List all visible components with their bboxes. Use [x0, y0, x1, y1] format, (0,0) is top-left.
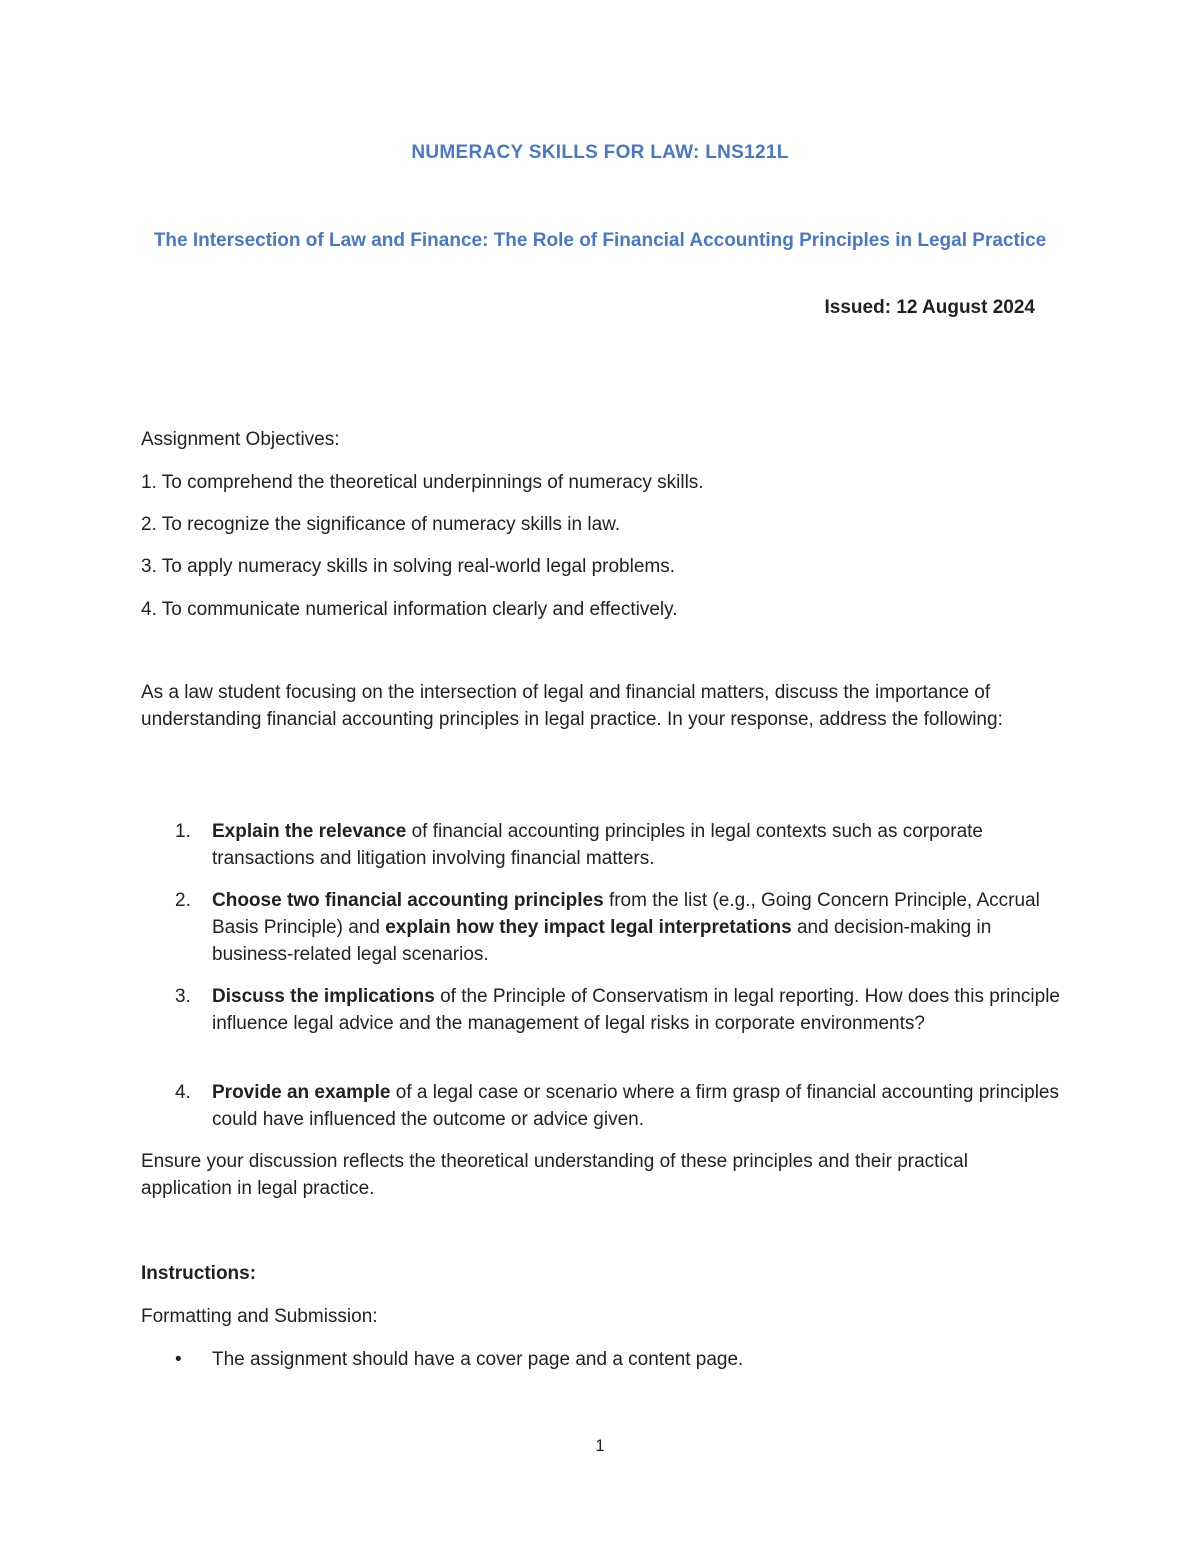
task-bold-text: Explain the relevance — [212, 821, 407, 842]
task-item — [175, 818, 1075, 872]
task-bold-text: Discuss the implications — [212, 986, 435, 1007]
objective-item: 1. To comprehend the theoretical underpinnings of numeracy skills. — [141, 472, 704, 493]
task-number: 4. — [175, 1082, 191, 1103]
task-plain-text: of financial accounting principles in legal contexts such as corporate transactions and litigation involving financial matters. — [212, 821, 983, 869]
task-item — [175, 887, 1075, 968]
objective-item: 4. To communicate numerical information clearly and effectively. — [141, 599, 678, 620]
objectives-heading: Assignment Objectives: — [141, 429, 340, 450]
objective-item: 3. To apply numeracy skills in solving real-world legal problems. — [141, 556, 675, 577]
assignment-subtitle: The Intersection of Law and Finance: The Role of Financial Accounting Principles in Legal Practice — [153, 230, 1047, 251]
task-number: 3. — [175, 986, 191, 1007]
objective-item: 2. To recognize the significance of numeracy skills in law. — [141, 514, 621, 535]
intro-paragraph: As a law student focusing on the intersection of legal and financial matters, discuss the importance of understanding financial accounting principles in legal practice. In your response, address the following: — [141, 682, 1003, 730]
task-plain-text: of a legal case or scenario where a firm grasp of financial accounting principles could have influenced the outcome or advice given. — [212, 1082, 1059, 1130]
task-bold-text: Provide an example — [212, 1082, 391, 1103]
task-number: 2. — [175, 890, 191, 911]
task-item — [175, 983, 1075, 1037]
task-text — [212, 983, 1075, 1037]
task-item — [175, 1079, 1075, 1133]
task-text — [212, 818, 1075, 872]
task-number: 1. — [175, 821, 191, 842]
issued-date: Issued: 12 August 2024 — [824, 297, 1035, 318]
task-bold-text: Choose two financial accounting principles — [212, 890, 604, 911]
task-plain-text: from the list (e.g., Going Concern Principle, Accrual Basis Principle) and — [212, 890, 1040, 938]
bullet-item — [175, 1346, 1075, 1373]
closing-paragraph: Ensure your discussion reflects the theoretical understanding of these principles and their practical application in legal practice. — [141, 1151, 968, 1199]
instructions-heading: Instructions: — [141, 1263, 257, 1284]
formatting-label: Formatting and Submission: — [141, 1306, 378, 1327]
bullet-text: The assignment should have a cover page and a content page. — [212, 1349, 744, 1370]
task-bold-text: explain how they impact legal interpretations — [385, 917, 792, 938]
task-plain-text: of the Principle of Conservatism in legal reporting. How does this principle influence legal advice and the management of legal risks in corporate environments? — [212, 986, 1060, 1034]
bullet-icon: • — [175, 1349, 182, 1370]
task-text — [212, 1079, 1075, 1133]
page-number: 1 — [595, 1436, 605, 1455]
task-text — [212, 887, 1075, 968]
course-title: NUMERACY SKILLS FOR LAW: LNS121L — [411, 142, 789, 163]
task-plain-text: and decision-making in business-related legal scenarios. — [212, 917, 992, 965]
